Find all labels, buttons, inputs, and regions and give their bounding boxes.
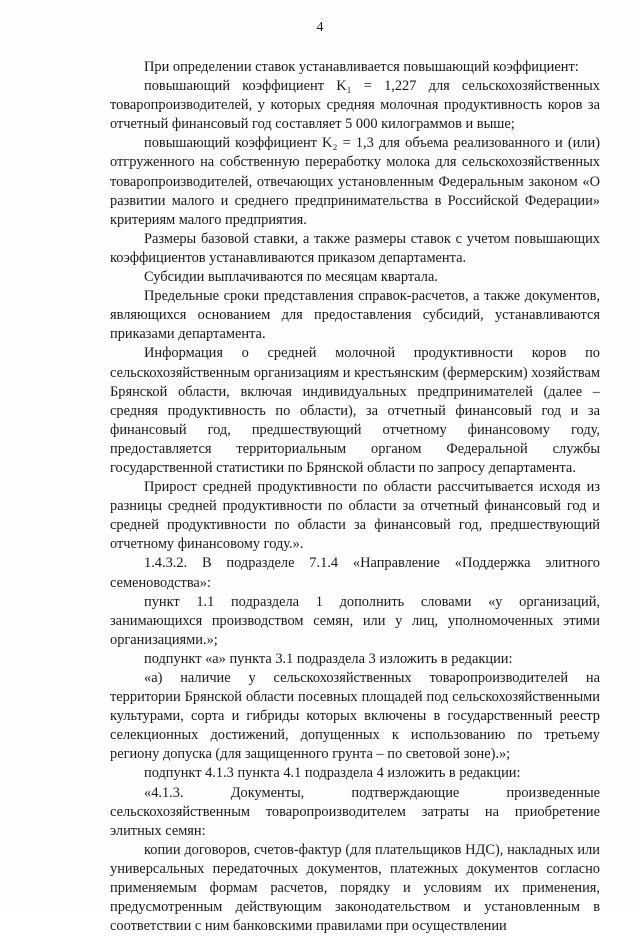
- paragraph-documents-4-1-3: «4.1.3. Документы, подтверждающие произведенные сельскохозяйственным товаропроизводителем затраты на приобретение элитных семян:: [110, 784, 600, 839]
- paragraph-coefficient-k2: повышающий коэффициент K₂ = 1,3 для объема реализованного и (или) отгруженного на собственную переработку молока для сельскохозяйственных товаропроизводителей, отвечающих установленным Федеральным законом «О развитии малого и среднего предпринимательства в Российской Федерации» критериям малого предприятия.: [110, 135, 600, 228]
- paragraph-base-rate: Размеры базовой ставки, а также размеры ставок с учетом повышающих коэффициентов устанавливаются приказом департамента.: [110, 230, 600, 266]
- paragraph-point-1-1: пункт 1.1 подраздела 1 дополнить словами «у организаций, занимающихся производством семян, или у лиц, уполномоченных этими организациями.»;: [110, 593, 600, 648]
- paragraph-contract-copies: копии договоров, счетов-фактур (для плательщиков НДС), накладных или универсальных передаточных документов, платежных документов согласно применяемым формам расчетов, порядку и условиям их применения, предусмотренным действующим законодательством и установленным в соответствии с ним банковскими правилами при осуществлении: [110, 841, 600, 935]
- paragraph-coefficient-k1: повышающий коэффициент K₁ = 1,227 для сельскохозяйственных товаропроизводителей, у которых средняя молочная продуктивность коров за отчетный финансовый год составляет 5 000 килограммов и выше;: [110, 78, 600, 133]
- paragraph-subpoint-a: подпункт «а» пункта 3.1 подраздела 3 изложить в редакции:: [144, 650, 513, 667]
- paragraph-subpoint-4-1-3: подпункт 4.1.3 пункта 4.1 подраздела 4 изложить в редакции:: [144, 765, 521, 782]
- paragraph-productivity-growth: Прирост средней продуктивности по области рассчитывается исходя из разницы средней продуктивности по области за отчетный финансовый год и средней продуктивности по области за финансовый год, предшествующий отчетному финансовому году.».: [110, 479, 600, 553]
- page-number: 4: [316, 20, 324, 35]
- paragraph-coefficient-intro: При определении ставок устанавливается повышающий коэффициент:: [144, 59, 579, 75]
- document-body: [110, 58, 600, 936]
- paragraph-section-1-4-3-2: 1.4.3.2. В подразделе 7.1.4 «Направление «Поддержка элитного семеноводства»:: [110, 555, 600, 591]
- paragraph-productivity-info: Информация о средней молочной продуктивности коров по сельскохозяйственным организациям и крестьянским (фермерским) хозяйствам Брянской области, включая индивидуальных предпринимателей (далее – средняя продуктивность по области), за отчетный финансовый год и за финансовый год, предшествующий отчетному финансовому году, предоставляется территориальным органом Федеральной службы государственной статистики по Брянской области по запросу департамента.: [110, 345, 600, 476]
- paragraph-subsidy-payment: Субсидии выплачиваются по месяцам квартала.: [144, 269, 438, 286]
- paragraph-subpoint-a-text: «а) наличие у сельскохозяйственных товаропроизводителей на территории Брянской области посевных площадей под сельскохозяйственными культурами, сорта и гибриды которых включены в государственный реестр селекционных достижений, допущенных к использованию по третьему региону допуска (для защищенного грунта – по световой зоне).»;: [110, 670, 600, 763]
- paragraph-deadlines: Предельные сроки представления справок-расчетов, а также документов, являющихся основанием для предоставления субсидий, устанавливаются приказами департамента.: [110, 288, 600, 343]
